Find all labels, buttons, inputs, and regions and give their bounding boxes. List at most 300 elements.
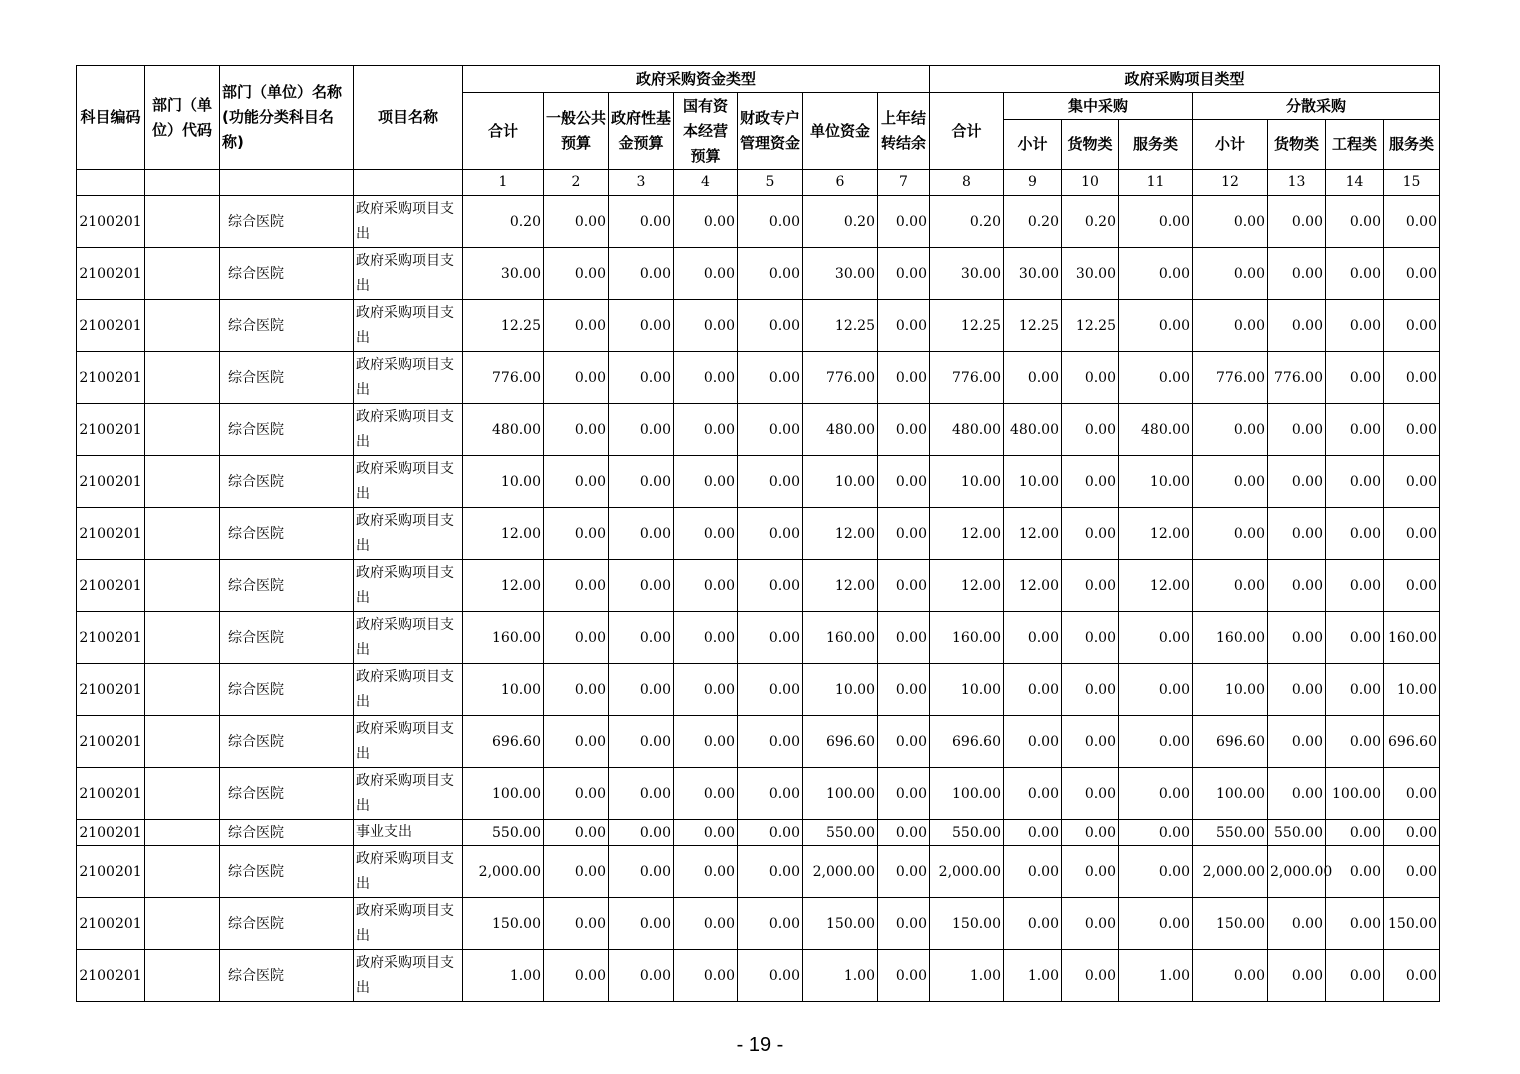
value-cell: 776.00 xyxy=(1193,352,1268,404)
value-cell: 0.00 xyxy=(1384,196,1440,248)
value-cell: 0.00 xyxy=(878,664,930,716)
value-cell: 0.00 xyxy=(1119,898,1193,950)
value-cell: 0.00 xyxy=(1193,196,1268,248)
value-cell: 10.00 xyxy=(930,456,1004,508)
value-cell: 0.00 xyxy=(1004,352,1062,404)
value-cell: 0.00 xyxy=(674,456,738,508)
value-cell: 1.00 xyxy=(463,950,544,1002)
value-cell: 0.00 xyxy=(1268,560,1326,612)
value-cell: 0.00 xyxy=(674,846,738,898)
table-row xyxy=(77,404,1440,456)
value-cell: 10.00 xyxy=(930,664,1004,716)
header-central: 集中采购 xyxy=(1004,93,1193,120)
value-cell: 0.00 xyxy=(878,768,930,820)
value-cell: 0.00 xyxy=(674,300,738,352)
value-cell: 0.00 xyxy=(1062,950,1119,1002)
value-cell: 0.00 xyxy=(1119,820,1193,846)
column-number: 9 xyxy=(1004,170,1062,196)
column-number: 8 xyxy=(930,170,1004,196)
value-cell: 12.00 xyxy=(463,508,544,560)
column-number: 2 xyxy=(544,170,609,196)
value-cell: 0.00 xyxy=(544,898,609,950)
value-cell: 480.00 xyxy=(1004,404,1062,456)
value-cell: 0.00 xyxy=(1193,950,1268,1002)
value-cell: 0.00 xyxy=(609,456,674,508)
value-cell: 100.00 xyxy=(463,768,544,820)
table-row xyxy=(77,664,1440,716)
value-cell: 696.60 xyxy=(803,716,878,768)
value-cell: 0.00 xyxy=(609,560,674,612)
value-cell: 0.00 xyxy=(1193,456,1268,508)
value-cell: 0.00 xyxy=(609,820,674,846)
value-cell: 0.00 xyxy=(1268,612,1326,664)
subject-code-cell: 2100201 xyxy=(77,404,145,456)
value-cell: 10.00 xyxy=(803,456,878,508)
subject-code-cell: 2100201 xyxy=(77,352,145,404)
value-cell: 0.00 xyxy=(878,248,930,300)
value-cell: 0.00 xyxy=(1062,664,1119,716)
value-cell: 2,000.00 xyxy=(930,846,1004,898)
value-cell: 0.00 xyxy=(1268,456,1326,508)
value-cell: 0.00 xyxy=(1004,846,1062,898)
value-cell: 0.00 xyxy=(609,664,674,716)
value-cell: 0.00 xyxy=(738,560,803,612)
value-cell: 0.00 xyxy=(1062,456,1119,508)
column-number: 7 xyxy=(878,170,930,196)
column-number: 6 xyxy=(803,170,878,196)
value-cell: 0.00 xyxy=(738,768,803,820)
header-dispersed: 分散采购 xyxy=(1193,93,1440,120)
value-cell: 550.00 xyxy=(463,820,544,846)
value-cell: 10.00 xyxy=(463,664,544,716)
value-cell: 0.00 xyxy=(544,820,609,846)
value-cell: 0.00 xyxy=(738,716,803,768)
value-cell: 0.00 xyxy=(609,950,674,1002)
value-cell: 0.20 xyxy=(803,196,878,248)
table-row xyxy=(77,300,1440,352)
value-cell: 776.00 xyxy=(803,352,878,404)
value-cell: 0.00 xyxy=(1326,950,1384,1002)
value-cell: 0.00 xyxy=(1268,248,1326,300)
table-row xyxy=(77,820,1440,846)
value-cell: 696.60 xyxy=(930,716,1004,768)
value-cell: 0.00 xyxy=(1326,508,1384,560)
subject-code-cell: 2100201 xyxy=(77,664,145,716)
subject-code-cell: 2100201 xyxy=(77,612,145,664)
value-cell: 0.00 xyxy=(1268,716,1326,768)
value-cell: 100.00 xyxy=(803,768,878,820)
value-cell: 2,000.00 xyxy=(463,846,544,898)
header-group-project: 政府采购项目类型 xyxy=(930,66,1440,93)
value-cell: 0.00 xyxy=(1119,768,1193,820)
subject-code-cell: 2100201 xyxy=(77,950,145,1002)
dept-code-cell xyxy=(145,508,220,560)
value-cell: 0.00 xyxy=(738,248,803,300)
value-cell: 150.00 xyxy=(803,898,878,950)
value-cell: 0.00 xyxy=(674,664,738,716)
value-cell: 0.00 xyxy=(1268,768,1326,820)
value-cell: 0.00 xyxy=(878,846,930,898)
value-cell: 0.00 xyxy=(1193,300,1268,352)
value-cell: 0.00 xyxy=(1193,404,1268,456)
value-cell: 0.00 xyxy=(544,508,609,560)
header-fund-special: 财政专户管理资金 xyxy=(738,93,803,170)
value-cell: 0.00 xyxy=(738,898,803,950)
value-cell: 12.00 xyxy=(930,508,1004,560)
value-cell: 0.00 xyxy=(544,300,609,352)
value-cell: 0.00 xyxy=(1062,404,1119,456)
dept-code-cell xyxy=(145,196,220,248)
value-cell: 0.00 xyxy=(1062,768,1119,820)
value-cell: 0.00 xyxy=(1326,404,1384,456)
value-cell: 0.00 xyxy=(609,248,674,300)
value-cell: 0.00 xyxy=(1062,612,1119,664)
value-cell: 0.00 xyxy=(609,300,674,352)
value-cell: 0.00 xyxy=(878,898,930,950)
value-cell: 0.00 xyxy=(1004,820,1062,846)
dept-name-cell: 综合医院 xyxy=(220,248,354,300)
value-cell: 0.00 xyxy=(1384,352,1440,404)
value-cell: 0.00 xyxy=(544,846,609,898)
subject-code-cell: 2100201 xyxy=(77,768,145,820)
value-cell: 30.00 xyxy=(930,248,1004,300)
value-cell: 0.00 xyxy=(878,300,930,352)
column-number: 10 xyxy=(1062,170,1119,196)
value-cell: 0.00 xyxy=(738,664,803,716)
project-name-cell: 政府采购项目支出 xyxy=(354,898,463,950)
value-cell: 2,000.00 xyxy=(1268,846,1326,898)
dept-code-cell xyxy=(145,820,220,846)
subject-code-cell: 2100201 xyxy=(77,846,145,898)
value-cell: 0.00 xyxy=(674,898,738,950)
table-row xyxy=(77,196,1440,248)
value-cell: 0.00 xyxy=(1268,664,1326,716)
value-cell: 0.00 xyxy=(738,846,803,898)
value-cell: 100.00 xyxy=(1326,768,1384,820)
dept-name-cell: 综合医院 xyxy=(220,404,354,456)
column-number: 12 xyxy=(1193,170,1268,196)
value-cell: 0.00 xyxy=(1119,612,1193,664)
value-cell: 0.00 xyxy=(1268,950,1326,1002)
column-number-row xyxy=(77,170,1440,196)
value-cell: 30.00 xyxy=(1062,248,1119,300)
value-cell: 0.00 xyxy=(1062,820,1119,846)
subject-code-cell: 2100201 xyxy=(77,898,145,950)
value-cell: 0.00 xyxy=(1326,560,1384,612)
value-cell: 0.00 xyxy=(738,196,803,248)
value-cell: 0.00 xyxy=(1384,404,1440,456)
value-cell: 150.00 xyxy=(930,898,1004,950)
dept-code-cell xyxy=(145,612,220,664)
value-cell: 0.00 xyxy=(1004,612,1062,664)
header-fund-gov: 政府性基金预算 xyxy=(609,93,674,170)
header-dept-code: 部门（单位）代码 xyxy=(145,66,220,170)
value-cell: 0.00 xyxy=(1268,196,1326,248)
value-cell: 0.00 xyxy=(1326,820,1384,846)
project-name-cell: 政府采购项目支出 xyxy=(354,196,463,248)
header-fund-state: 国有资本经营预算 xyxy=(674,93,738,170)
value-cell: 30.00 xyxy=(1004,248,1062,300)
table-row xyxy=(77,898,1440,950)
value-cell: 0.00 xyxy=(1004,716,1062,768)
value-cell: 1.00 xyxy=(803,950,878,1002)
column-number: 13 xyxy=(1268,170,1326,196)
value-cell: 0.00 xyxy=(878,196,930,248)
dept-code-cell xyxy=(145,352,220,404)
header-c-goods: 货物类 xyxy=(1062,120,1119,170)
value-cell: 696.60 xyxy=(463,716,544,768)
value-cell: 480.00 xyxy=(803,404,878,456)
value-cell: 0.00 xyxy=(1384,950,1440,1002)
subject-code-cell: 2100201 xyxy=(77,456,145,508)
dept-code-cell xyxy=(145,404,220,456)
value-cell: 696.60 xyxy=(1384,716,1440,768)
value-cell: 0.00 xyxy=(1004,898,1062,950)
value-cell: 0.00 xyxy=(609,196,674,248)
value-cell: 0.00 xyxy=(609,352,674,404)
value-cell: 0.00 xyxy=(674,196,738,248)
header-c-subtotal: 小计 xyxy=(1004,120,1062,170)
value-cell: 10.00 xyxy=(1193,664,1268,716)
value-cell: 0.00 xyxy=(878,560,930,612)
value-cell: 0.00 xyxy=(878,950,930,1002)
value-cell: 0.20 xyxy=(930,196,1004,248)
dept-name-cell: 综合医院 xyxy=(220,950,354,1002)
header-fund-carry: 上年结转结余 xyxy=(878,93,930,170)
value-cell: 0.00 xyxy=(738,508,803,560)
value-cell: 0.00 xyxy=(1326,846,1384,898)
table-header xyxy=(77,66,1440,196)
value-cell: 0.00 xyxy=(1384,846,1440,898)
value-cell: 0.00 xyxy=(609,716,674,768)
value-cell: 480.00 xyxy=(1119,404,1193,456)
project-name-cell: 政府采购项目支出 xyxy=(354,716,463,768)
value-cell: 0.00 xyxy=(674,820,738,846)
dept-name-cell: 综合医院 xyxy=(220,612,354,664)
value-cell: 12.00 xyxy=(803,508,878,560)
value-cell: 12.00 xyxy=(1119,560,1193,612)
value-cell: 10.00 xyxy=(463,456,544,508)
subject-code-cell: 2100201 xyxy=(77,248,145,300)
value-cell: 0.00 xyxy=(609,768,674,820)
table-row xyxy=(77,716,1440,768)
value-cell: 12.25 xyxy=(1004,300,1062,352)
project-name-cell: 政府采购项目支出 xyxy=(354,560,463,612)
value-cell: 0.00 xyxy=(1119,352,1193,404)
value-cell: 0.00 xyxy=(1384,508,1440,560)
value-cell: 0.00 xyxy=(738,820,803,846)
header-d-service: 服务类 xyxy=(1384,120,1440,170)
value-cell: 0.00 xyxy=(1062,898,1119,950)
project-name-cell: 政府采购项目支出 xyxy=(354,300,463,352)
project-name-cell: 政府采购项目支出 xyxy=(354,456,463,508)
value-cell: 0.00 xyxy=(1326,664,1384,716)
project-name-cell: 政府采购项目支出 xyxy=(354,508,463,560)
value-cell: 0.00 xyxy=(738,300,803,352)
dept-code-cell xyxy=(145,716,220,768)
value-cell: 12.25 xyxy=(803,300,878,352)
value-cell: 0.00 xyxy=(878,820,930,846)
value-cell: 776.00 xyxy=(1268,352,1326,404)
value-cell: 0.00 xyxy=(1326,898,1384,950)
column-number: 1 xyxy=(463,170,544,196)
subject-code-cell: 2100201 xyxy=(77,196,145,248)
subject-code-cell: 2100201 xyxy=(77,508,145,560)
dept-code-cell xyxy=(145,768,220,820)
project-name-cell: 政府采购项目支出 xyxy=(354,248,463,300)
column-number: 14 xyxy=(1326,170,1384,196)
value-cell: 550.00 xyxy=(1193,820,1268,846)
value-cell: 0.00 xyxy=(1193,248,1268,300)
value-cell: 150.00 xyxy=(1193,898,1268,950)
dept-code-cell xyxy=(145,898,220,950)
value-cell: 0.00 xyxy=(1326,196,1384,248)
value-cell: 160.00 xyxy=(463,612,544,664)
value-cell: 0.00 xyxy=(878,352,930,404)
dept-code-cell xyxy=(145,950,220,1002)
table-row xyxy=(77,560,1440,612)
value-cell: 2,000.00 xyxy=(803,846,878,898)
value-cell: 776.00 xyxy=(930,352,1004,404)
value-cell: 0.00 xyxy=(1062,352,1119,404)
value-cell: 0.00 xyxy=(674,768,738,820)
dept-code-cell xyxy=(145,664,220,716)
value-cell: 0.00 xyxy=(738,612,803,664)
value-cell: 0.00 xyxy=(1384,248,1440,300)
value-cell: 0.00 xyxy=(1326,456,1384,508)
value-cell: 0.00 xyxy=(674,716,738,768)
dept-code-cell xyxy=(145,456,220,508)
procurement-table xyxy=(76,65,1440,1002)
value-cell: 0.20 xyxy=(1004,196,1062,248)
value-cell: 0.00 xyxy=(738,352,803,404)
subject-code-cell: 2100201 xyxy=(77,820,145,846)
value-cell: 0.00 xyxy=(1004,768,1062,820)
value-cell: 0.00 xyxy=(1268,404,1326,456)
value-cell: 12.25 xyxy=(463,300,544,352)
value-cell: 0.00 xyxy=(1119,196,1193,248)
value-cell: 2,000.00 xyxy=(1193,846,1268,898)
value-cell: 0.00 xyxy=(544,612,609,664)
value-cell: 550.00 xyxy=(803,820,878,846)
value-cell: 12.25 xyxy=(930,300,1004,352)
value-cell: 0.00 xyxy=(738,456,803,508)
value-cell: 0.00 xyxy=(544,248,609,300)
subject-code-cell: 2100201 xyxy=(77,716,145,768)
value-cell: 776.00 xyxy=(463,352,544,404)
dept-name-cell: 综合医院 xyxy=(220,456,354,508)
value-cell: 0.00 xyxy=(544,950,609,1002)
value-cell: 0.00 xyxy=(674,612,738,664)
header-fund-general: 一般公共预算 xyxy=(544,93,609,170)
value-cell: 0.00 xyxy=(878,612,930,664)
project-name-cell: 政府采购项目支出 xyxy=(354,404,463,456)
table-row xyxy=(77,768,1440,820)
value-cell: 0.20 xyxy=(463,196,544,248)
value-cell: 0.00 xyxy=(674,352,738,404)
project-name-cell: 政府采购项目支出 xyxy=(354,846,463,898)
value-cell: 0.00 xyxy=(544,352,609,404)
value-cell: 0.00 xyxy=(1384,560,1440,612)
header-dept-name: 部门（单位）名称(功能分类科目名称) xyxy=(220,66,354,170)
value-cell: 12.00 xyxy=(463,560,544,612)
header-c-service: 服务类 xyxy=(1119,120,1193,170)
value-cell: 0.00 xyxy=(1326,248,1384,300)
value-cell: 480.00 xyxy=(463,404,544,456)
value-cell: 0.00 xyxy=(674,950,738,1002)
value-cell: 0.00 xyxy=(1326,352,1384,404)
dept-name-cell: 综合医院 xyxy=(220,716,354,768)
value-cell: 12.00 xyxy=(1004,508,1062,560)
project-name-cell: 政府采购项目支出 xyxy=(354,612,463,664)
value-cell: 0.00 xyxy=(1119,716,1193,768)
value-cell: 0.00 xyxy=(1268,508,1326,560)
dept-name-cell: 综合医院 xyxy=(220,508,354,560)
value-cell: 0.00 xyxy=(1384,300,1440,352)
value-cell: 0.00 xyxy=(674,248,738,300)
value-cell: 12.25 xyxy=(1062,300,1119,352)
dept-name-cell: 综合医院 xyxy=(220,820,354,846)
value-cell: 30.00 xyxy=(463,248,544,300)
value-cell: 12.00 xyxy=(803,560,878,612)
value-cell: 150.00 xyxy=(1384,898,1440,950)
dept-name-cell: 综合医院 xyxy=(220,664,354,716)
value-cell: 0.00 xyxy=(544,768,609,820)
value-cell: 0.00 xyxy=(544,456,609,508)
value-cell: 550.00 xyxy=(1268,820,1326,846)
value-cell: 100.00 xyxy=(930,768,1004,820)
value-cell: 0.00 xyxy=(609,846,674,898)
dept-name-cell: 综合医院 xyxy=(220,196,354,248)
header-d-goods: 货物类 xyxy=(1268,120,1326,170)
value-cell: 0.00 xyxy=(1119,300,1193,352)
column-number: 4 xyxy=(674,170,738,196)
dept-name-cell: 综合医院 xyxy=(220,898,354,950)
value-cell: 0.00 xyxy=(609,612,674,664)
value-cell: 0.00 xyxy=(544,404,609,456)
value-cell: 10.00 xyxy=(1004,456,1062,508)
value-cell: 0.00 xyxy=(878,404,930,456)
value-cell: 10.00 xyxy=(1384,664,1440,716)
value-cell: 150.00 xyxy=(463,898,544,950)
value-cell: 0.00 xyxy=(1268,898,1326,950)
value-cell: 696.60 xyxy=(1193,716,1268,768)
value-cell: 160.00 xyxy=(803,612,878,664)
value-cell: 480.00 xyxy=(930,404,1004,456)
dept-name-cell: 综合医院 xyxy=(220,352,354,404)
dept-code-cell xyxy=(145,300,220,352)
value-cell: 160.00 xyxy=(1193,612,1268,664)
table-body xyxy=(77,196,1440,1002)
dept-code-cell xyxy=(145,560,220,612)
value-cell: 0.00 xyxy=(674,404,738,456)
value-cell: 550.00 xyxy=(930,820,1004,846)
value-cell: 0.00 xyxy=(1062,846,1119,898)
dept-name-cell: 综合医院 xyxy=(220,560,354,612)
value-cell: 0.00 xyxy=(674,560,738,612)
table-row xyxy=(77,612,1440,664)
dept-name-cell: 综合医院 xyxy=(220,846,354,898)
value-cell: 100.00 xyxy=(1193,768,1268,820)
header-project: 项目名称 xyxy=(354,66,463,170)
table-row xyxy=(77,248,1440,300)
value-cell: 10.00 xyxy=(803,664,878,716)
header-d-subtotal: 小计 xyxy=(1193,120,1268,170)
value-cell: 0.00 xyxy=(878,508,930,560)
value-cell: 10.00 xyxy=(1119,456,1193,508)
header-code: 科目编码 xyxy=(77,66,145,170)
value-cell: 0.00 xyxy=(1384,456,1440,508)
